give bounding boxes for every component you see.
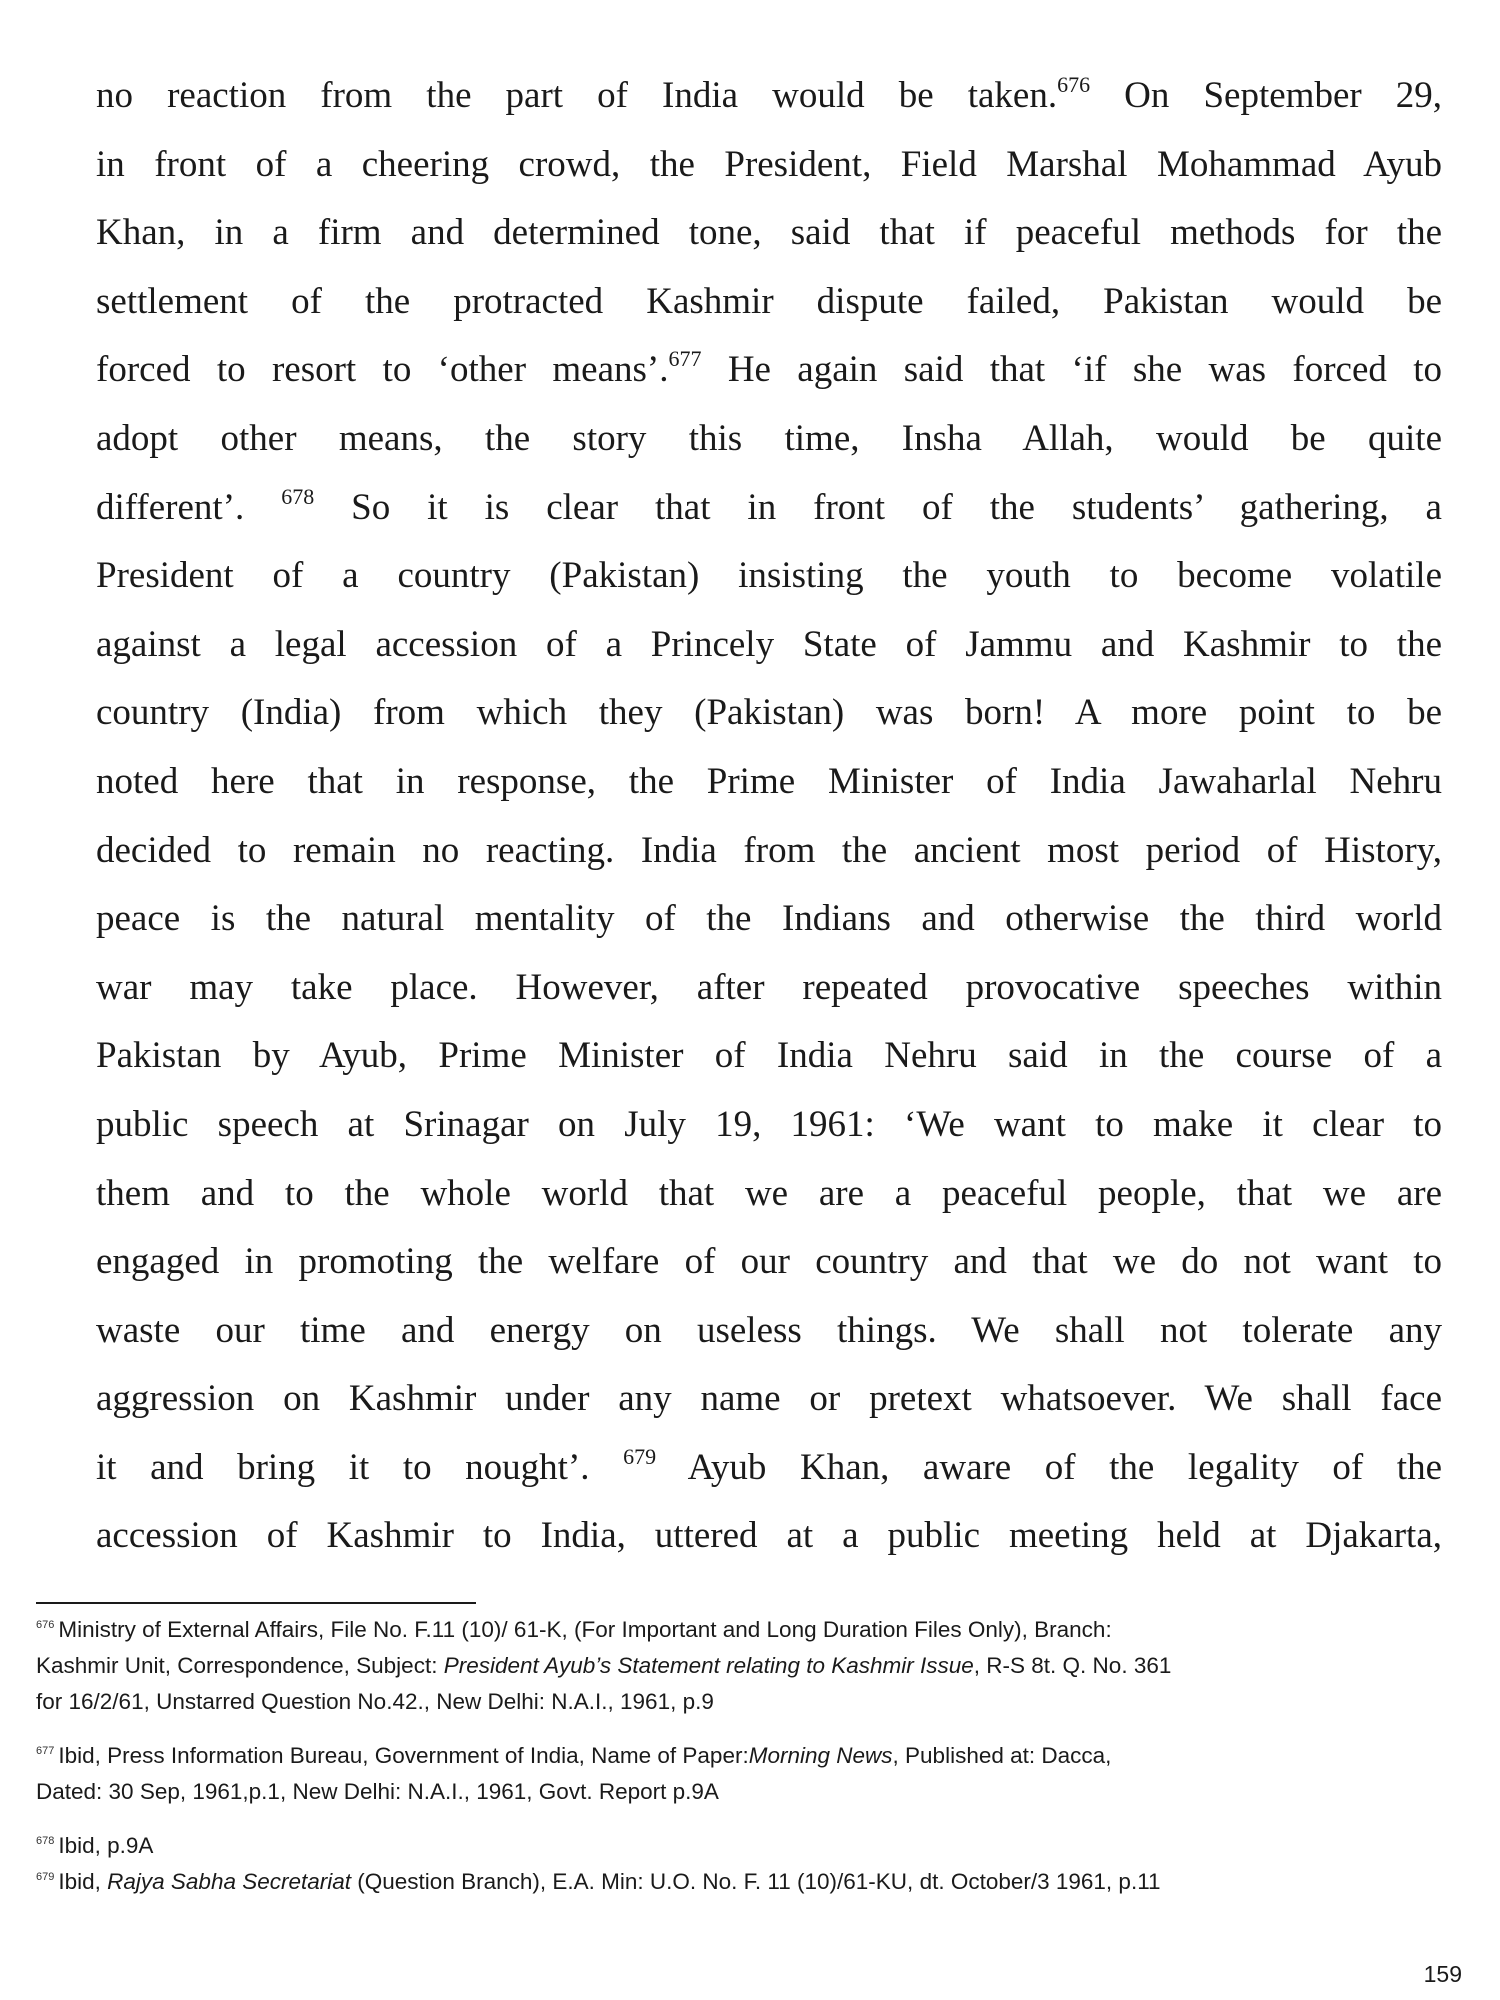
footnote-title: Morning News bbox=[748, 1743, 893, 1768]
footnote-line bbox=[36, 1828, 1448, 1864]
body-line-text: aggression on Kashmir under any name or pretext whatsoever. We shall face bbox=[96, 1378, 1442, 1420]
body-line-text: country (India) from which they (Pakistan) was born! A more point to be bbox=[96, 692, 1442, 734]
page-number: 159 bbox=[1423, 1961, 1462, 1987]
body-line-text: Pakistan by Ayub, Prime Minister of India Nehru said in the course of a bbox=[96, 1035, 1442, 1077]
body-text bbox=[96, 62, 1442, 1571]
body-line-text: peace is the natural mentality of the Indians and otherwise the third world bbox=[96, 898, 1442, 940]
footnote-line bbox=[36, 1864, 1448, 1900]
footnote-text: Ibid, bbox=[58, 1869, 108, 1894]
footnote-text: (Question Branch), E.A. Min: U.O. No. F. 11 (10)/61-KU, dt. October/3 1961, p.11 bbox=[351, 1869, 1161, 1894]
body-line bbox=[96, 268, 1442, 337]
footnotes bbox=[36, 1612, 1448, 1900]
footnote-text: Ibid, Press Information Bureau, Government of India, Name of Paper: bbox=[58, 1743, 749, 1768]
body-line bbox=[96, 62, 1442, 131]
footnote-text: for 16/2/61, Unstarred Question No.42., New Delhi: N.A.I., 1961, p.9 bbox=[36, 1689, 714, 1714]
footnote-mark: 678 bbox=[36, 1835, 55, 1847]
footnote bbox=[36, 1864, 1448, 1900]
footnote bbox=[36, 1738, 1448, 1810]
footnote-text: Dated: 30 Sep, 1961,p.1, New Delhi: N.A.I., 1961, Govt. Report p.9A bbox=[36, 1779, 719, 1804]
body-line-text: adopt other means, the story this time, Insha Allah, would be quite bbox=[96, 417, 1442, 459]
body-line bbox=[96, 748, 1442, 817]
body-line bbox=[96, 611, 1442, 680]
body-line bbox=[96, 954, 1442, 1023]
body-line-text: them and to the whole world that we are a peaceful people, that we are bbox=[96, 1172, 1442, 1214]
body-line-text: On September 29, bbox=[1090, 75, 1443, 116]
body-line-text: public speech at Srinagar on July 19, 1961: ‘We want to make it clear to bbox=[96, 1103, 1442, 1145]
body-line bbox=[96, 1434, 1442, 1503]
body-line bbox=[96, 1091, 1442, 1160]
body-line bbox=[96, 1502, 1442, 1571]
footnote-reference: 679 bbox=[623, 1443, 657, 1469]
body-line bbox=[96, 336, 1442, 405]
body-line bbox=[96, 1297, 1442, 1366]
body-line bbox=[96, 542, 1442, 611]
body-line-text: no reaction from the part of India would be taken. bbox=[96, 75, 1058, 116]
body-line bbox=[96, 679, 1442, 748]
footnote-mark: 679 bbox=[36, 1871, 55, 1883]
body-line-text: Ayub Khan, aware of the legality of the bbox=[656, 1446, 1442, 1488]
body-line-text: accession of Kashmir to India, uttered at a public meeting held at Djakarta, bbox=[96, 1515, 1442, 1557]
footnote-line bbox=[36, 1684, 1448, 1720]
footnote-line bbox=[36, 1774, 1448, 1810]
footnote-mark: 676 bbox=[36, 1619, 55, 1631]
body-line-text: different’. bbox=[96, 486, 282, 528]
footnote-text: , Published at: Dacca, bbox=[892, 1743, 1112, 1768]
footnote-separator bbox=[36, 1602, 476, 1604]
body-line-text: forced to resort to ‘other means’. bbox=[96, 349, 669, 391]
body-line-text: waste our time and energy on useless things. We shall not tolerate any bbox=[96, 1309, 1442, 1351]
footnote-line bbox=[36, 1648, 1448, 1684]
body-line-text: settlement of the protracted Kashmir dispute failed, Pakistan would be bbox=[96, 280, 1442, 322]
body-line-text: engaged in promoting the welfare of our country and that we do not want to bbox=[96, 1241, 1442, 1283]
body-line bbox=[96, 131, 1442, 200]
body-line bbox=[96, 1160, 1442, 1229]
footnote-reference: 677 bbox=[668, 346, 702, 372]
body-line-text: against a legal accession of a Princely State of Jammu and Kashmir to the bbox=[96, 623, 1442, 665]
body-line-text: He again said that ‘if she was forced to bbox=[701, 349, 1442, 391]
footnote bbox=[36, 1828, 1448, 1864]
body-line bbox=[96, 405, 1442, 474]
body-line-text: war may take place. However, after repeated provocative speeches within bbox=[96, 966, 1442, 1008]
footnote bbox=[36, 1612, 1448, 1720]
footnote-mark: 677 bbox=[36, 1745, 55, 1757]
footnote-title: President Ayub’s Statement relating to Kashmir Issue bbox=[443, 1653, 974, 1678]
body-line bbox=[96, 1365, 1442, 1434]
footnote-reference: 676 bbox=[1057, 72, 1091, 97]
body-line bbox=[96, 1228, 1442, 1297]
body-line bbox=[96, 885, 1442, 954]
body-line bbox=[96, 1022, 1442, 1091]
body-line-text: So it is clear that in front of the students’ gathering, a bbox=[314, 486, 1442, 528]
body-line-text: decided to remain no reacting. India from the ancient most period of History, bbox=[96, 829, 1442, 871]
footnote-line bbox=[36, 1612, 1448, 1648]
footnote-text: Ministry of External Affairs, File No. F.11 (10)/ 61-K, (For Important and Long Duration Files Only), Branch: bbox=[58, 1617, 1112, 1642]
body-line-text: Khan, in a firm and determined tone, said that if peaceful methods for the bbox=[96, 212, 1442, 254]
footnote-text: Ibid, p.9A bbox=[58, 1833, 154, 1858]
footnote-title: Rajya Sabha Secretariat bbox=[107, 1869, 352, 1894]
footnote-text: Kashmir Unit, Correspondence, Subject: bbox=[36, 1653, 444, 1678]
body-line bbox=[96, 817, 1442, 886]
body-line-text: President of a country (Pakistan) insisting the youth to become volatile bbox=[96, 555, 1442, 597]
body-line bbox=[96, 199, 1442, 268]
footnote-text: , R-S 8t. Q. No. 361 bbox=[973, 1653, 1172, 1678]
body-line-text: it and bring it to nought’. bbox=[96, 1446, 624, 1488]
body-line-text: in front of a cheering crowd, the President, Field Marshal Mohammad Ayub bbox=[96, 143, 1442, 185]
footnote-line bbox=[36, 1738, 1448, 1774]
body-line-text: noted here that in response, the Prime Minister of India Jawaharlal Nehru bbox=[96, 760, 1442, 802]
footnote-reference: 678 bbox=[281, 483, 315, 509]
body-line bbox=[96, 474, 1442, 543]
